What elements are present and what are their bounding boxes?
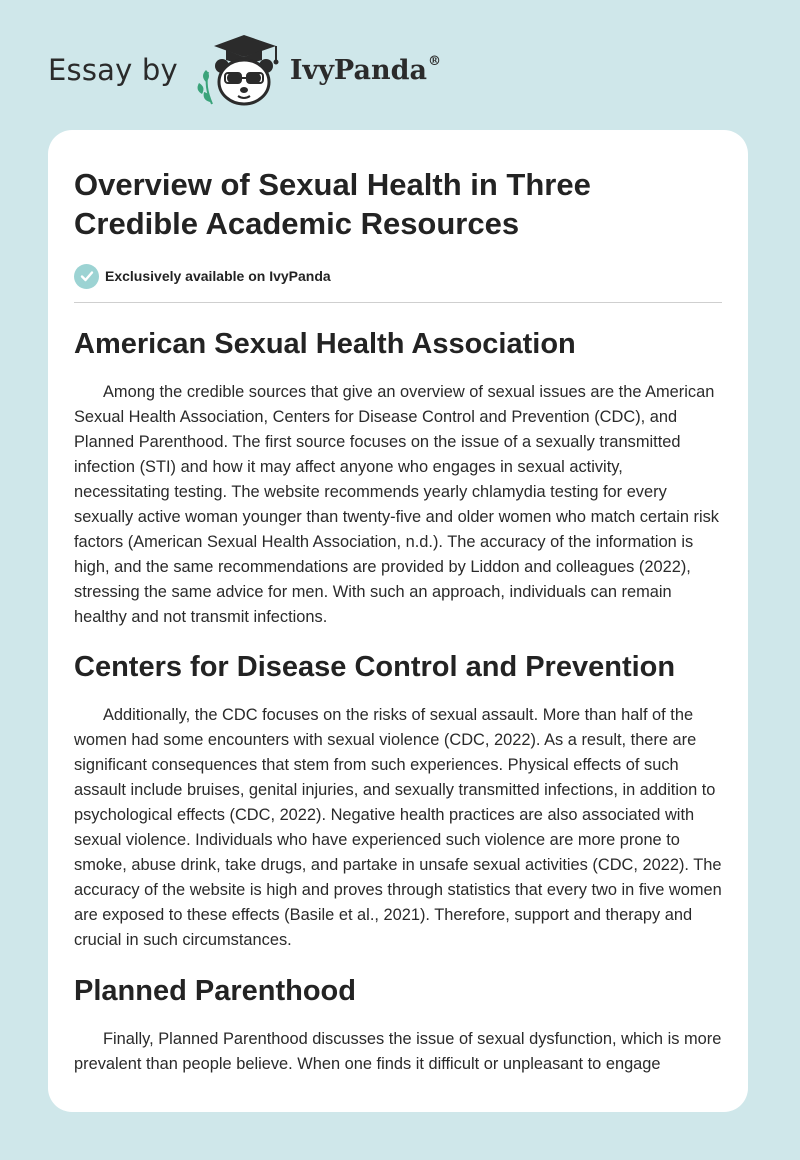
essay-card	[48, 130, 748, 1112]
section-heading: Planned Parenthood	[74, 975, 356, 1007]
divider	[74, 302, 722, 303]
section-heading: Centers for Disease Control and Prevention	[74, 651, 676, 683]
checkmark-icon	[74, 264, 99, 289]
section-paragraph: Finally, Planned Parenthood discusses the issue of sexual dysfunction, which is more prevalent than people believe. When one finds it difficult or unpleasant to engage	[74, 1030, 722, 1073]
exclusive-badge	[74, 263, 722, 289]
exclusive-label: Exclusively available on IvyPanda	[105, 268, 331, 284]
essay-title: Overview of Sexual Health in Three Credible Academic Resources	[74, 167, 591, 241]
section-heading: American Sexual Health Association	[74, 328, 576, 360]
brand-name: IvyPanda®	[289, 54, 441, 86]
registered-mark: ®	[427, 54, 441, 69]
section-paragraph: Additionally, the CDC focuses on the risks of sexual assault. More than half of the women had some encounters with sexual violence (CDC, 2022). As a result, there are significant consequences that stem from such experiences. Physical effects of such assault include bruises, genital injuries, and sexually transmitted infections, in addition to psychological effects (CDC, 2022). Negative health practices are also associated with sexual violence. Individuals who have experienced such violence are more prone to smoke, abuse drink, take drugs, and partake in unsafe sexual activities (CDC, 2022). The accuracy of the website is high and proves through statistics that every two in five women are exposed to these effects (Basile et al., 2021). Therefore, support and therapy and crucial in such circumstances.	[74, 706, 722, 949]
panda-graduate-logo-icon	[192, 32, 288, 108]
site-header	[48, 30, 441, 110]
essay-by-label: Essay by	[48, 53, 178, 87]
section-paragraph: Among the credible sources that give an overview of sexual issues are the American Sexual Health Association, Centers for Disease Control and Prevention (CDC), and Planned Parenthood. The first source focuses on the issue of a sexually transmitted infection (STI) and how it may affect anyone who engages in sexual activity, necessitating testing. The website recommends yearly chlamydia testing for every sexually active woman younger than twenty-five and older women who match certain risk factors (American Sexual Health Association, n.d.). The accuracy of the information is high, and the same recommendations are provided by Liddon and colleagues (2022), stressing the same advice for men. With such an approach, individuals can remain healthy and not transmit infections.	[74, 383, 720, 626]
